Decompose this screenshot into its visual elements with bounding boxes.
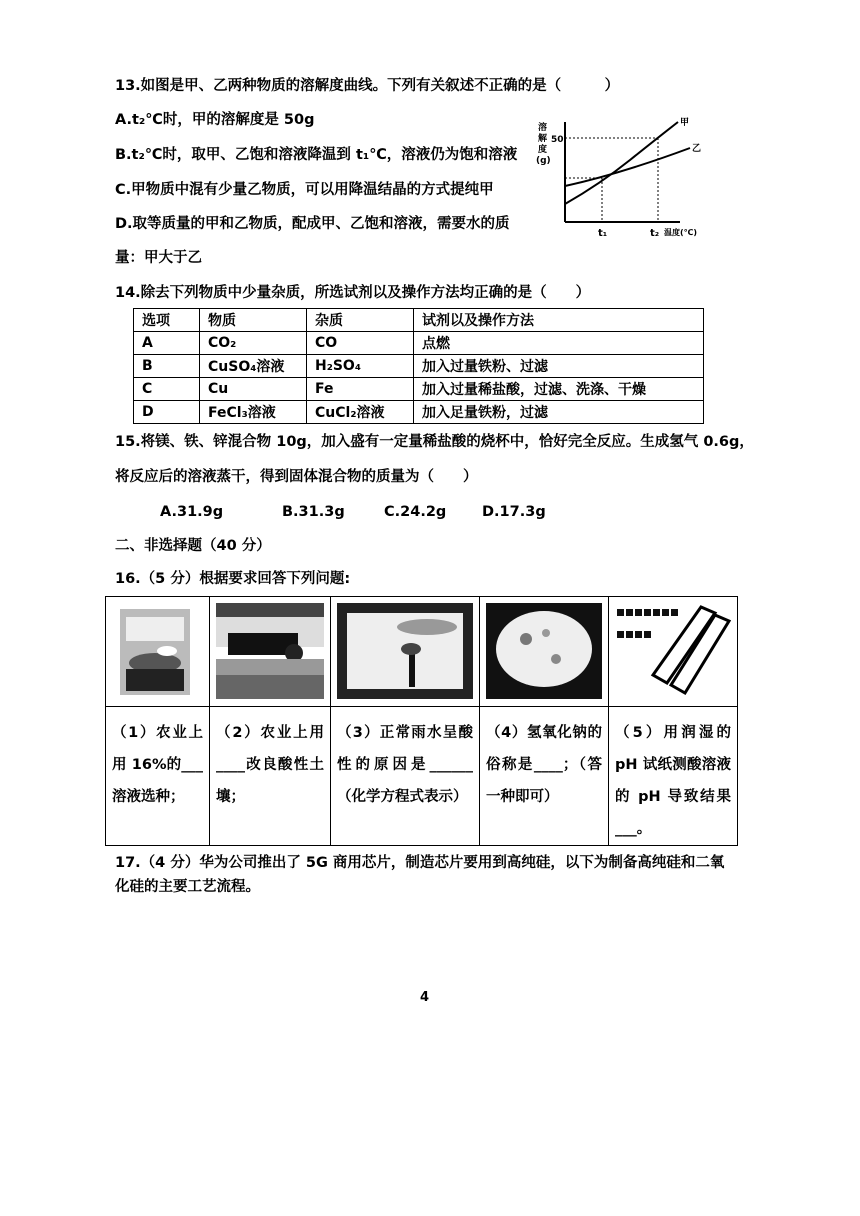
y-axis-label: 溶解度(g) [536, 123, 551, 166]
x-tick-t1: t₁ [598, 228, 608, 239]
table-cell: 加入过量稀盐酸，过滤、洗涤、干燥 [414, 378, 704, 401]
x-tick-t2: t₂ [650, 228, 660, 239]
table-cell: B [134, 355, 200, 378]
label-yi: 乙 [692, 144, 702, 154]
table-cell: FeCl₃溶液 [200, 401, 307, 424]
beaker-photo [112, 603, 203, 699]
table-row [134, 332, 704, 355]
q16-cell-image-2 [210, 597, 331, 707]
table-header: 物质 [200, 309, 307, 332]
q13-option-d-cont: 量：甲大于乙 [115, 250, 202, 266]
x-axis-label: 温度(℃) [664, 228, 697, 237]
q16-cell-image-1 [106, 597, 210, 707]
table-cell: CuCl₂溶液 [307, 401, 414, 424]
ph-paper-photo [615, 603, 731, 699]
q15-option-b: B.31.3g [282, 504, 345, 520]
table-cell: CuSO₄溶液 [200, 355, 307, 378]
table-cell: H₂SO₄ [307, 355, 414, 378]
q16-cell-5: （5）用润湿的 pH 试纸测酸溶液的 pH 导致结果___。 [609, 707, 738, 846]
q13-stem: 13.如图是甲、乙两种物质的溶解度曲线。下列有关叙述不正确的是（ ） [115, 78, 620, 94]
q13-option-d: D.取等质量的甲和乙物质，配成甲、乙饱和溶液，需要水的质 [115, 216, 510, 232]
q13-option-b: B.t₂℃时，取甲、乙饱和溶液降温到 t₁℃，溶液仍为饱和溶液 [115, 147, 518, 163]
table-cell: 加入过量铁粉、过滤 [414, 355, 704, 378]
section-heading: 二、非选择题（40 分） [115, 538, 271, 554]
curve-yi [565, 148, 690, 186]
table-cell: Cu [200, 378, 307, 401]
table-cell: 点燃 [414, 332, 704, 355]
q16-text-row [106, 707, 738, 846]
page-number: 4 [420, 990, 430, 1005]
table-header: 杂质 [307, 309, 414, 332]
rain-photo [337, 603, 473, 699]
q13-option-a: A.t₂℃时，甲的溶解度是 50g [115, 112, 315, 128]
q15-option-a: A.31.9g [160, 504, 224, 520]
solubility-curve-graph [530, 112, 720, 242]
tractor-field-photo [216, 603, 324, 699]
sodium-hydroxide-photo [486, 603, 602, 699]
q16-cell-1: （1）农业上用 16%的___溶液选种； [106, 707, 210, 846]
q16-cell-image-5 [609, 597, 738, 707]
q17-stem-line1: 17.（4 分）华为公司推出了 5G 商用芯片，制造芯片要用到高纯硅，以下为制备高纯硅和二氧 [115, 855, 725, 871]
table-row [134, 401, 704, 424]
q14-table [133, 308, 704, 424]
q16-cell-4: （4）氢氧化钠的俗称是____；（答一种即可） [480, 707, 609, 846]
q15-option-d: D.17.3g [482, 504, 546, 520]
table-cell: CO [307, 332, 414, 355]
table-cell: C [134, 378, 200, 401]
q16-cell-3: （3）正常雨水呈酸性的原因是______（化学方程式表示） [331, 707, 480, 846]
table-header-row [134, 309, 704, 332]
q16-image-row [106, 597, 738, 707]
y-tick-50: 50 [551, 135, 564, 145]
q14-stem: 14.除去下列物质中少量杂质，所选试剂以及操作方法均正确的是（ ） [115, 285, 591, 301]
curve-jia [565, 122, 678, 204]
q17-stem-line2: 化硅的主要工艺流程。 [115, 879, 260, 895]
label-jia: 甲 [680, 118, 690, 128]
q16-cell-image-4 [480, 597, 609, 707]
table-header: 试剂以及操作方法 [414, 309, 704, 332]
q16-table [105, 596, 738, 846]
table-cell: Fe [307, 378, 414, 401]
table-row [134, 355, 704, 378]
q15-stem-line2: 将反应后的溶液蒸干，得到固体混合物的质量为（ ） [115, 469, 478, 485]
table-row [134, 378, 704, 401]
q15-option-c: C.24.2g [384, 504, 447, 520]
table-cell: D [134, 401, 200, 424]
table-cell: CO₂ [200, 332, 307, 355]
table-cell: 加入足量铁粉，过滤 [414, 401, 704, 424]
table-cell: A [134, 332, 200, 355]
q16-cell-image-3 [331, 597, 480, 707]
q16-cell-2: （2）农业上用____改良酸性土壤； [210, 707, 331, 846]
q16-stem: 16.（5 分）根据要求回答下列问题: [115, 571, 351, 587]
q13-option-c: C.甲物质中混有少量乙物质，可以用降温结晶的方式提纯甲 [115, 182, 494, 198]
q15-stem-line1: 15.将镁、铁、锌混合物 10g，加入盛有一定量稀盐酸的烧杯中，恰好完全反应。生成氢气 0.6g， [115, 434, 754, 450]
table-header: 选项 [134, 309, 200, 332]
